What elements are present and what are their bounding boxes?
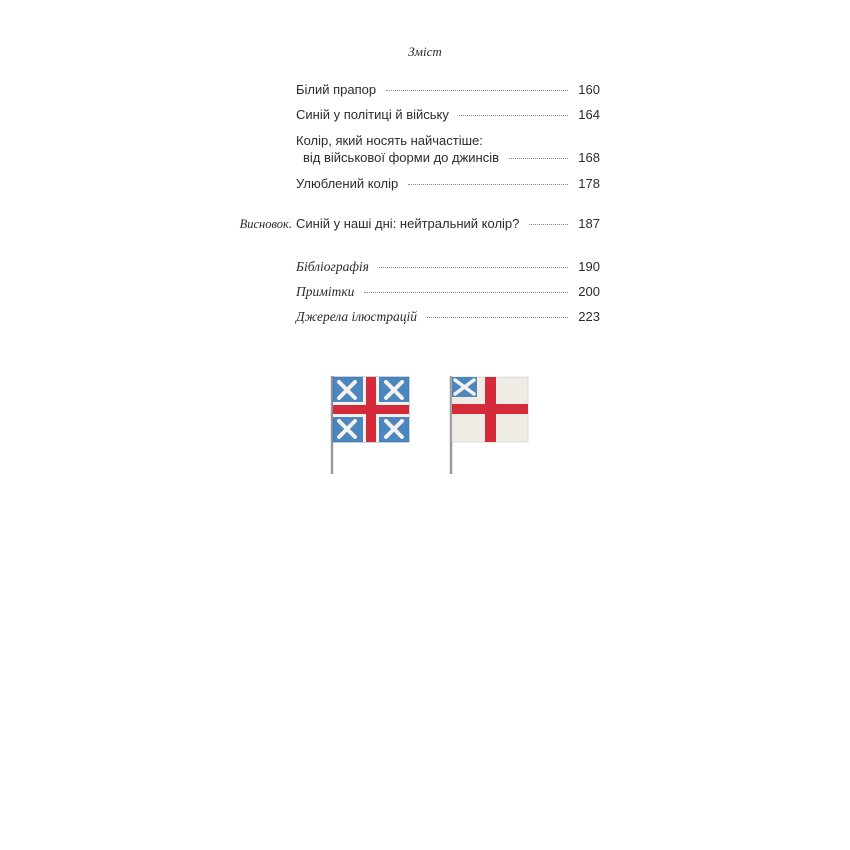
toc-entry-label-line1[interactable]: Колір, який носять найчастіше:: [296, 133, 483, 148]
toc-heading: Зміст: [408, 44, 442, 59]
toc-entry-page: 187: [578, 216, 600, 231]
toc-entry-page: 178: [578, 176, 600, 191]
toc-entry-label: Білий прапор: [296, 82, 377, 97]
toc-entry-page: 200: [578, 284, 600, 299]
toc-entry-label-line2: від військової форми до джинсів: [303, 150, 500, 165]
toc-entry-page: 223: [578, 309, 600, 324]
toc-entry-page: 190: [578, 259, 600, 274]
toc-entry-label: Примітки: [296, 284, 355, 299]
conclusion-prefix: Висновок.: [239, 217, 292, 231]
toc-entry-page: 164: [578, 107, 600, 122]
toc-entry-label: Синій у наші дні: нейтральний колір?: [296, 216, 520, 231]
toc-entry-label: Джерела ілюстрацій: [296, 309, 418, 324]
toc-entry-label: Синій у політиці й війську: [296, 107, 449, 122]
toc-entry-label: Улюблений колір: [296, 176, 399, 191]
toc-entry-label: Бібліографія: [296, 259, 369, 274]
toc-entry-page: 160: [578, 82, 600, 97]
union-flag-blue-field-icon: [332, 376, 409, 474]
toc-entry-page: 168: [578, 150, 600, 165]
union-flag-white-field-icon: [451, 376, 528, 474]
